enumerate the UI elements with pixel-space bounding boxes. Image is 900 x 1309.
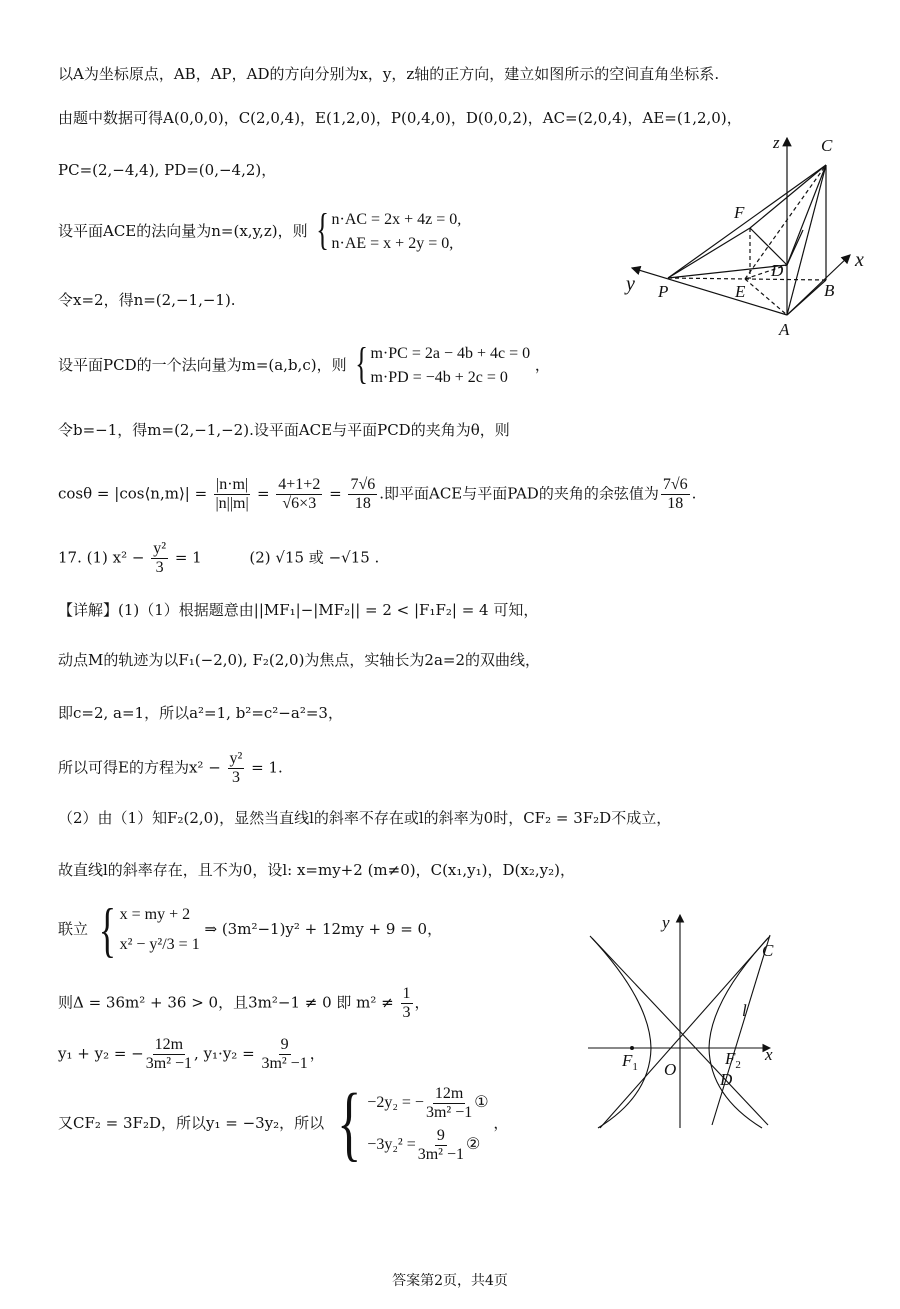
page-footer: 答案第2页，共4页	[392, 1273, 508, 1289]
pyramid-figure	[620, 130, 880, 345]
text: .	[691, 484, 697, 503]
text: ，	[414, 993, 430, 1012]
numerator: y²	[153, 540, 167, 557]
numerator: |n·m|	[215, 476, 249, 493]
text: 联立	[58, 920, 89, 938]
text-line: 以A为坐标原点，AB，AP，AD的方向分别为x，y，z轴的正方向，建立如图所示的空间直角坐标系.	[58, 65, 720, 83]
denominator: 3	[402, 1004, 411, 1021]
fraction	[214, 476, 250, 513]
label-D: D	[720, 1070, 733, 1089]
eq-row: m·PC = 2a − 4b + 4c = 0	[370, 345, 531, 362]
text-line: 令b=−1，得m=(2,−1,−2).设平面ACE与平面PCD的夹角为θ，则	[58, 421, 510, 439]
label-l: l	[742, 1001, 747, 1020]
numerator: 12m	[154, 1036, 184, 1053]
equation-line	[58, 897, 443, 963]
text-line: 动点M的轨迹为以F₁(−2,0), F₂(2,0)为焦点，实轴长为2a=2的双曲线，	[58, 651, 541, 669]
answer-line	[58, 540, 379, 577]
label-C: C	[821, 136, 833, 155]
equation-system: { x = my + 2 x² − y²/3 = 1	[98, 897, 200, 963]
text: 17. (1) x² −	[58, 548, 145, 567]
text-line: 即c=2, a=1，所以a²=1, b²=c²−a²=3，	[58, 704, 343, 722]
denominator: √6×3	[282, 495, 317, 512]
numerator: 7√6	[662, 476, 688, 493]
fraction	[276, 476, 322, 513]
denominator: 3m² −1	[425, 1103, 473, 1121]
text-line: 故直线l的斜率存在，且不为0，设l: x=my+2 (m≠0)，C(x₁,y₁)，D(x₂,y₂)，	[58, 861, 575, 879]
equation-line	[58, 1077, 509, 1170]
eq-row	[367, 1085, 488, 1122]
text: .即平面ACE与平面PAD的夹角的余弦值为	[379, 484, 659, 503]
text: y₁ + y₂ = −	[58, 1044, 144, 1063]
denominator: 3m² −1	[145, 1055, 193, 1072]
label-D: D	[771, 261, 784, 280]
equation-system: { m·PC = 2a − 4b + 4c = 0 m·PD = −4b + 2c = 0	[355, 339, 531, 388]
eq-row: n·AC = 2x + 4z = 0,	[331, 211, 462, 228]
hyperbola-figure	[580, 905, 790, 1135]
text: 则Δ = 36m² + 36 > 0，且3m²−1 ≠ 0 即 m² ≠	[58, 993, 394, 1012]
y-axis	[632, 268, 787, 315]
asymptote	[600, 938, 768, 1128]
fraction	[661, 476, 690, 513]
text: ，	[493, 1114, 509, 1132]
equation-line	[58, 985, 430, 1022]
eq-row: x² − y²/3 = 1	[119, 936, 200, 953]
eq-row	[367, 1127, 488, 1164]
label-F: F	[734, 203, 745, 222]
label-z: z	[773, 133, 780, 152]
label-C: C	[762, 941, 774, 960]
fraction	[261, 1036, 307, 1073]
text-line: 令x=2，得n=(2,−1,−1).	[58, 291, 236, 309]
denominator: 18	[667, 495, 684, 512]
numerator: 12m	[434, 1084, 464, 1102]
fraction	[151, 540, 168, 577]
equation-line: cosθ = |cos⟨n,m⟩| = $\frac{|n\cdot m|}{|n||m|}$ = $\frac{4+1+2}{√6\times 3}$ = $\frac{7√6}{18}$ .即平面ACE与平面PAD的夹角的余弦值为 $\frac{7√6}{18}$ .	[58, 476, 697, 512]
text: ，	[309, 1044, 325, 1063]
text: = 1 (2) √15 或 −√15 .	[174, 548, 380, 567]
text: 所以可得E的方程为x² −	[58, 758, 221, 777]
fraction	[418, 1127, 464, 1164]
fraction	[228, 750, 245, 787]
text: −3y₂² =	[367, 1135, 416, 1153]
denominator: 3m² −1	[261, 1055, 308, 1072]
text-line: PC=(2,−4,4), PD=(0,−4,2)，	[58, 161, 277, 179]
denominator: 3	[155, 559, 164, 576]
label-A: A	[779, 320, 790, 339]
hyperbola-left-branch	[590, 936, 651, 1128]
text-line: 由题中数据可得A(0,0,0)，C(2,0,4)，E(1,2,0)，P(0,4,0)，D(0,0,2)，AC=(2,0,4)，AE=(1,2,0)，	[58, 109, 742, 127]
label-F2: $F_2$	[725, 1049, 741, 1071]
equation-line	[58, 1036, 325, 1073]
equation-line	[58, 339, 550, 390]
eq-row: m·PD = −4b + 2c = 0	[370, 369, 508, 386]
label-E: E	[735, 282, 746, 301]
fraction	[348, 476, 377, 513]
fraction	[401, 985, 413, 1022]
label-y: y	[626, 273, 635, 295]
eq-row: x = my + 2	[119, 906, 191, 923]
label-x: x	[765, 1045, 773, 1064]
equation-line	[58, 205, 462, 256]
denominator: 3m² −1	[417, 1145, 464, 1163]
numerator: 4+1+2	[278, 476, 321, 493]
fraction	[146, 1036, 192, 1073]
text: 设平面PCD的一个法向量为m=(a,b,c)，则	[58, 356, 347, 374]
text: ，	[534, 356, 550, 374]
label-F1: $F_1$	[622, 1051, 638, 1073]
equation-system: { −2y₂ = − $\frac{12m}{\text{3m² −1}}$ ① −3y₂² = $\frac{9}{\text{3m² −1}}$ ②	[337, 1077, 489, 1170]
label-O: O	[664, 1060, 677, 1079]
numerator: 9	[280, 1036, 289, 1053]
denominator: 18	[354, 495, 371, 512]
label-y: y	[662, 913, 670, 932]
text: 又CF₂ = 3F₂D，所以y₁ = −3y₂，所以	[58, 1114, 325, 1132]
denominator: 3	[231, 769, 240, 786]
text: −2y₂ = −	[367, 1093, 424, 1111]
text-line: （2）由（1）知F₂(2,0)，显然当直线l的斜率不存在或l的斜率为0时，CF₂ = 3F₂D不成立，	[58, 809, 672, 827]
numerator: y²	[229, 750, 243, 767]
denominator: |n||m|	[215, 495, 249, 512]
text-line: 【详解】(1)（1）根据题意由||MF₁|−|MF₂|| = 2 < |F₁F₂| = 4 可知，	[58, 601, 539, 619]
label-x: x	[855, 249, 864, 271]
eq-row: n·AE = x + 2y = 0,	[331, 235, 454, 252]
circled-1: ①	[474, 1093, 489, 1111]
fraction	[426, 1085, 472, 1122]
label-B: B	[824, 281, 835, 300]
circled-2: ②	[465, 1135, 481, 1153]
text: = 1.	[251, 758, 283, 777]
text: , y₁·y₂ =	[194, 1044, 255, 1063]
numerator: 1	[402, 985, 411, 1002]
label-P: P	[658, 282, 669, 301]
text: 设平面ACE的法向量为n=(x,y,z)，则	[58, 222, 308, 240]
equation-line	[58, 750, 283, 787]
numerator: 7√6	[350, 476, 376, 493]
text: cosθ = |cos⟨n,m⟩| =	[58, 484, 208, 503]
text: ⇒ (3m²−1)y² + 12my + 9 = 0，	[204, 920, 443, 938]
numerator: 9	[436, 1126, 445, 1144]
equation-system: { n·AC = 2x + 4z = 0, n·AE = x + 2y = 0,	[316, 205, 462, 254]
